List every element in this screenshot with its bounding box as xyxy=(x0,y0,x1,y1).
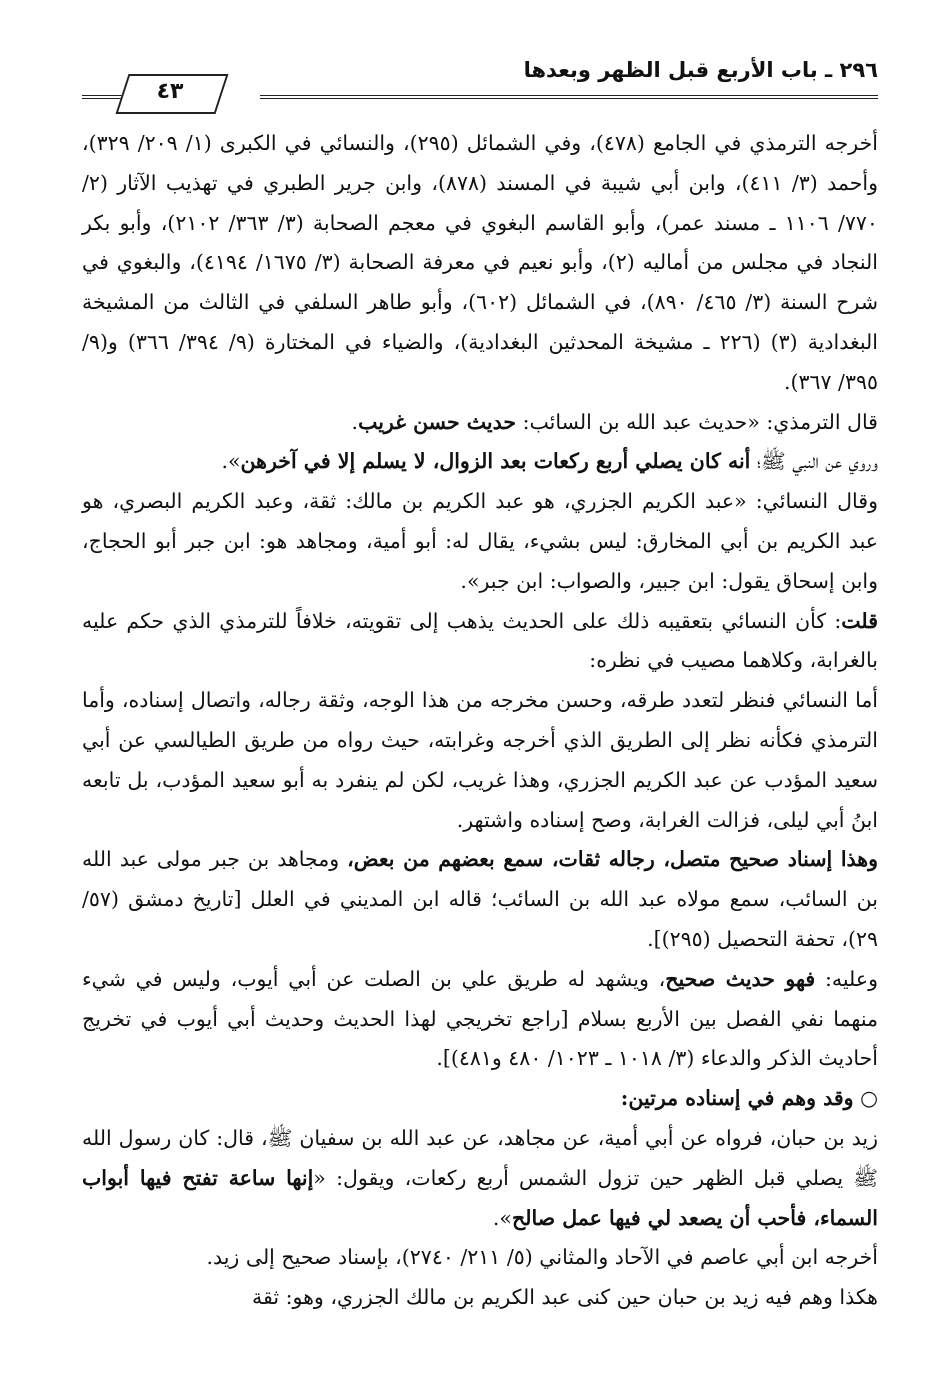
paragraph-zayd-narration xyxy=(82,1119,878,1238)
text-run: . xyxy=(351,409,359,434)
paragraph-section-point xyxy=(82,1079,878,1119)
bold-text-run: قلت xyxy=(841,608,878,633)
bold-text-run: حديث حسن غريب xyxy=(358,409,517,434)
header-divider xyxy=(260,95,878,99)
paragraph-isnad xyxy=(82,840,878,959)
chapter-title: ٢٩٦ ـ باب الأربع قبل الظهر وبعدها xyxy=(523,58,878,82)
text-run: زيد بن حبان، فرواه عن أبي أمية، عن مجاهد، عن عبد الله بن سفيان ﷺ، قال: كان رسول الله ﷺ يصلي قبل الظهر حين تزول الشمس أربع ركعات، ويقول: « xyxy=(82,1125,879,1190)
bold-text-run: وهذا إسناد صحيح متصل، رجاله ثقات، سمع بعضهم من بعض، xyxy=(347,847,878,872)
page-number: ٤٣ xyxy=(156,79,184,104)
paragraph-takhrij: أخرجه الترمذي في الجامع (٤٧٨)، وفي الشمائل (٢٩٥)، والنسائي في الكبرى (١/ ٢٠٩/ ٣٢٩)، وأحمد (٣/ ٤١١)، وابن أبي شيبة في المسند (٨٧٨)، وابن جرير الطبري في تهذيب الآثار (٢/ ٧٧٠/ ١١٠٦ ـ مسند عمر)، وأبو القاسم البغوي في معجم الصحابة (٣/ ٣٦٣/ ٢١٠٢)، وأبو بكر النجاد في مجلس من أماليه (٢)، وأبو نعيم في معرفة الصحابة (٣/ ١٦٧٥/ ٤١٩٤)، والبغوي في شرح السنة (٣/ ٤٦٥/ ٨٩٠)، في الشمائل (٦٠٢)، وأبو طاهر السلفي في الثالث من المشيخة البغدادية (٣) (٢٢٦ ـ مشيخة المحدثين البغدادية)، والضياء في المختارة (٩/ ٣٩٤/ ٣٦٦) و(٩/ ٣٩٥/ ٣٦٧). xyxy=(82,131,878,394)
paragraph-analysis: أما النسائي فنظر لتعدد طرقه، وحسن مخرجه من هذا الوجه، وثقة رجاله، واتصال إسناده، وأما الترمذي فكأنه نظر إلى الطريق الذي أخرجه وغرابته، حيث رواه من طريق الطيالسي عن أبي سعيد المؤدب عن عبد الكريم الجزري، وهذا غريب، لكن لم ينفرد به أبو سعيد المؤدب، بل تابعه ابنُ أبي ليلى، فزالت الغرابة، وصح إسناده واشتهر. xyxy=(82,688,878,832)
text-run: وروي عن النبي ﷺ؛ xyxy=(750,449,878,474)
bold-text-run: وقد وهم في إسناده مرتين: xyxy=(620,1086,854,1111)
paragraph-hadith-text xyxy=(82,442,878,482)
paragraph-ibn-abi-asim: أخرجه ابن أبي عاصم في الآحاد والمثاني (٥/ ٢١١/ ٢٧٤٠)، بإسناد صحيح إلى زيد. xyxy=(206,1245,878,1270)
text-run: قال الترمذي: «حديث عبد الله بن السائب: xyxy=(516,409,878,434)
page-header xyxy=(82,50,878,120)
paragraph-final: هكذا وهم فيه زيد بن حبان حين كنى عبد الكريم بن مالك الجزري، وهو: ثقة xyxy=(252,1285,878,1310)
bold-text-run: فهو حديث صحيح xyxy=(665,966,816,991)
text-run: ». xyxy=(492,1205,512,1230)
page-body xyxy=(82,124,878,1318)
paragraph-ruling xyxy=(82,960,878,1079)
paragraph-author-comment xyxy=(82,602,878,682)
text-run: : كأن النسائي بتعقيبه ذلك على الحديث يذهب إلى تقويته، خلافاً للترمذي الذي حكم عليه بالغرابة، وكلاهما مصيب في نظره: xyxy=(82,608,878,673)
bullet-icon: ○ xyxy=(860,1086,878,1111)
paragraph-tirmidhi-quote xyxy=(82,403,878,443)
bold-text-run: إنها ساعة تفتح فيها أبواب السماء، فأحب أن يصعد لي فيها عمل صالح xyxy=(82,1165,878,1230)
text-run: ، ويشهد له طريق علي بن الصلت عن أبي أيوب، وليس في شيء منهما نفي الفصل بين الأربع بسلام [راجع تخريجي لهذا الحديث وحديث أبي أيوب في تخريج أحاديث الذكر والدعاء (٣/ ١٠١٨ ـ ١٠٢٣/ ٤٨٠ و٤٨١)]. xyxy=(82,966,878,1071)
paragraph-nasai-quote: وقال النسائي: «عبد الكريم الجزري، هو عبد الكريم بن مالك: ثقة، وعبد الكريم البصري، هو عبد الكريم بن أبي المخارق: ليس بشيء، يقال له: أبو أمية، ومجاهد هو: ابن جبر أبو الحجاج، وابن إسحاق يقول: ابن جبير، والصواب: ابن جبر». xyxy=(82,489,878,593)
header-divider-left xyxy=(82,95,124,99)
text-run: ». xyxy=(221,449,241,474)
text-run: ومجاهد بن جبر مولى عبد الله بن السائب، سمع مولاه عبد الله بن السائب؛ قاله ابن المديني في العلل [تاريخ دمشق (٥٧/ ٢٩)، تحفة التحصيل (٢٩٥)]. xyxy=(82,847,878,951)
text-run: وعليه: xyxy=(815,966,878,991)
bold-text-run: أنه كان يصلي أربع ركعات بعد الزوال، لا يسلم إلا في آخرهن xyxy=(240,449,751,474)
